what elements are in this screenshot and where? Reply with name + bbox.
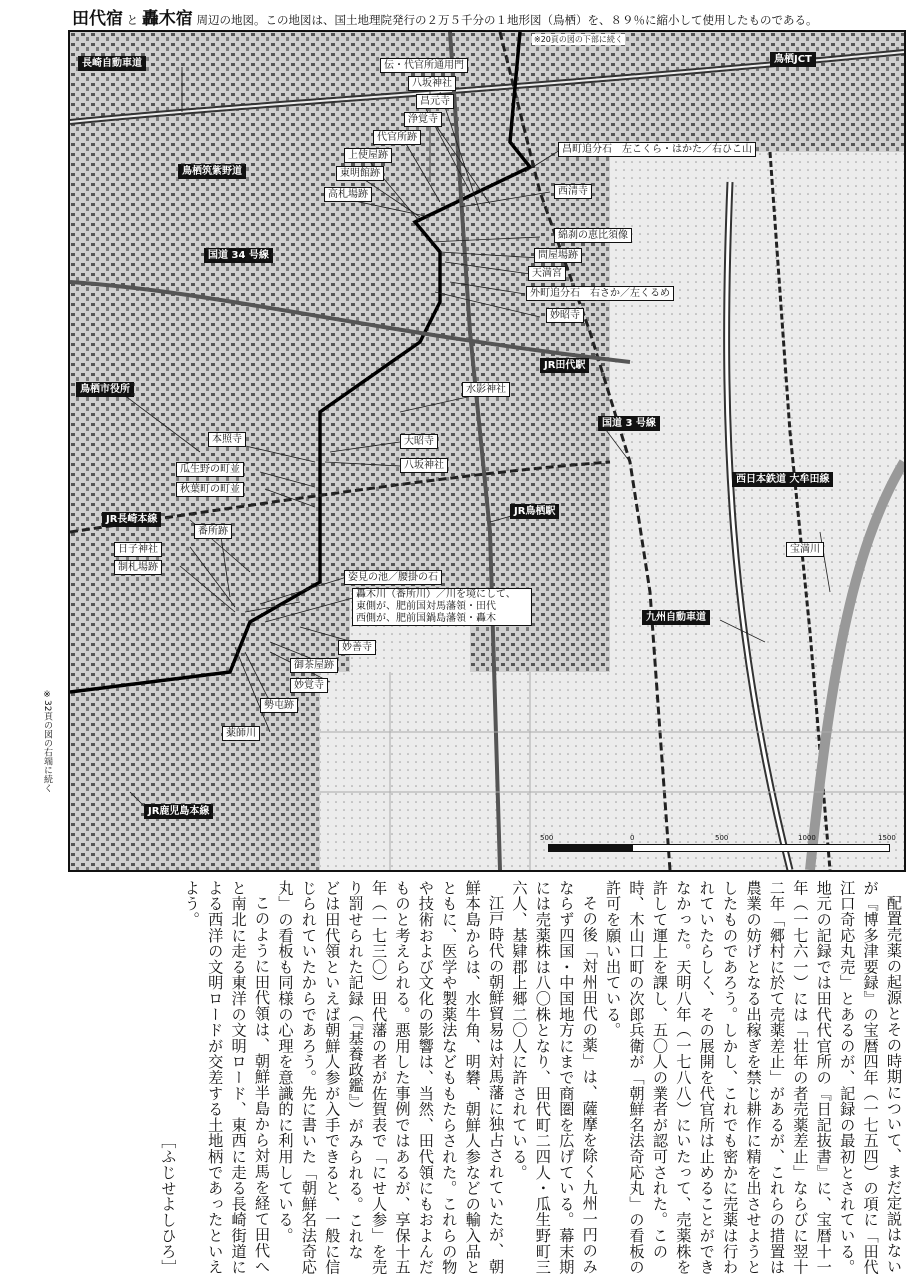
label-daikansho: 代官所跡	[373, 130, 421, 145]
label-route-3: 国道 3 号線	[598, 416, 660, 431]
label-nagasaki-expressway: 長崎自動車道	[78, 56, 146, 71]
caption-text: 周辺の地図。この地図は、国土地理院発行の２万５千分の１地形図（鳥栖）を、８９％に縮小して使用したものである。	[196, 13, 818, 27]
article-paragraph-3: 江戸時代の朝鮮貿易は対馬藩に独占されていたが、朝鮮本島からは、水牛角、明礬、朝鮮人参などの輸入品とともに、医学や製薬法などももたらされた。これらの物や技術および文化の影響は、当然、田代領にもおよんだものと考えられる。悪用した事例ではあるが、享保十五年（一七三〇）田代藩の者が佐賀表で「にせ人参」を売り罰せられた記録（『基養政鑑』）がみられる。これなどは田代領といえば朝鮮人参が入手できると、一般に信じられていたからであろう。先に書いた「朝鮮名法奇応丸」の看板も同様の心理を意識的に利用している。	[276, 880, 506, 1275]
todoroki-note-line-1: 轟木川（番所川）／川を境にして、	[356, 589, 516, 600]
map-background	[70, 32, 904, 870]
label-tosu-chikushino-road: 鳥栖筑紫野道	[178, 164, 246, 179]
label-kamichaya: 上使屋跡	[344, 148, 392, 163]
label-ochaya: 御茶屋跡	[290, 658, 338, 673]
label-yasaka-shrine-1: 八坂神社	[408, 76, 456, 91]
label-urino-townscape: 瓜生野の町並	[176, 462, 244, 477]
label-jokakuji: 浄覚寺	[404, 112, 442, 127]
label-ebisu-statue: 綿刹の恵比須像	[554, 228, 632, 243]
label-daishoji: 大昭寺	[400, 434, 438, 449]
label-homan-river: 宝満川	[786, 542, 824, 557]
label-mizukage-shrine: 水影神社	[462, 382, 510, 397]
label-hiko-shrine: 日子神社	[114, 542, 162, 557]
label-honshoji: 本照寺	[208, 432, 246, 447]
label-jr-kagoshima-line: JR鹿児島本線	[144, 804, 213, 819]
label-akiba-townscape: 秋葉町の町並	[176, 482, 244, 497]
label-tomeikan: 東明館跡	[336, 166, 384, 181]
scale-tick-0: 0	[630, 834, 635, 842]
label-shomachi-oiwake: 昌町追分石 左こくら・はかた／右ひこ山	[558, 142, 756, 157]
label-shogenji: 昌元寺	[416, 94, 454, 109]
todoroki-note-line-2: 東側が、肥前国対馬藩領・田代	[356, 601, 496, 612]
label-tenmangu: 天満宮	[528, 266, 566, 281]
todoroki-note-line-3: 西側が、肥前国鍋島藩領・轟木	[356, 613, 496, 624]
label-jr-nagasaki-line: JR長崎本線	[102, 512, 161, 527]
side-note: ※32頁の図の右端に続く	[42, 690, 52, 793]
top-note: ※20頁の図の下部に続く	[534, 35, 623, 44]
label-tosu-city-hall: 鳥栖市役所	[76, 382, 134, 397]
caption-conjunction: と	[126, 13, 139, 27]
caption-place-todoroki: 轟木宿	[141, 9, 193, 29]
label-takafuda: 高札場跡	[324, 187, 372, 202]
article-paragraph-1: 配置売薬の起源とその時期について、まだ定説はないが『博多津要録』の宝暦四年（一七五四）の項に「田代江口奇応丸売」とあるのが、記録の最初とされている。地元の記録では田代代官所の『日記抜書』に、宝暦十一年（一七六一）には「壮年の者売薬差止」ならびに翌十二年「郷村に於て売薬差止」があるが、これらの措置は農業の妨げとなる出稼ぎを禁じ耕作に精を出させようとしたものであろう。しかし、これでも密かに売薬は行われていたらしく、その展開を代官所は止めることができなかった。天明八年（一七八八）にいたって、売薬株を許して運上を課し、五〇人の業者が認可された。この時、木山口町の次郎兵衛が「朝鮮名法奇応丸」の看板の許可を願い出ている。	[604, 880, 903, 1275]
label-kyushu-expressway: 九州自動車道	[642, 610, 710, 625]
label-sugatami-pond: 姿見の池／腰掛の石	[344, 570, 442, 585]
label-nishitetsu-omuta-line: 西日本鉄道 大牟田線	[732, 472, 833, 487]
scale-tick-1000: 1000	[798, 834, 816, 842]
scale-tick-1500: 1500	[878, 834, 896, 842]
label-sotomachi-oiwake: 外町追分石 右さか／左くるめ	[526, 286, 674, 301]
label-saishoji: 西清寺	[554, 184, 592, 199]
topographic-map	[68, 30, 906, 872]
article-paragraph-2: その後「対州田代の薬」は、薩摩を除く九州一円のみならず四国・中国地方にまで商圏を広げている。幕末期には売薬株は八〇株となり、田代町二四人・瓜生野町三六人、基肄郡上郷二〇人に許されている。	[510, 880, 599, 1275]
label-jr-tashiro-station: JR田代駅	[540, 358, 589, 373]
scale-bar-fill	[548, 844, 633, 852]
article-paragraph-4: このように田代領は、朝鮮半島から対馬を経て田代へと南北に走る東洋の文明ロード、東西に走る長崎街道による西洋の文明ロードが交差する土地柄であったといえよう。	[182, 880, 272, 1275]
label-route-34: 国道 34 号線	[204, 248, 273, 263]
label-bansho: 番所跡	[194, 524, 232, 539]
label-myozenji: 妙善寺	[338, 640, 376, 655]
scale-tick-500b: 500	[715, 834, 729, 842]
scale-tick-500a: 500	[540, 834, 554, 842]
label-den-daikansho-gate: 伝・代官所通用門	[380, 58, 468, 73]
article-body	[55, 880, 905, 1275]
label-seiya: 勢屯跡	[260, 698, 298, 713]
label-tosu-jct: 鳥栖JCT	[770, 52, 816, 67]
label-todoroki-river-note	[352, 588, 532, 626]
label-toiyaba: 問屋場跡	[534, 248, 582, 263]
map-caption	[72, 4, 912, 28]
label-yakushi-river: 薬師川	[222, 726, 260, 741]
label-seisatsuba: 制札場跡	[114, 560, 162, 575]
label-jr-tosu-station: JR鳥栖駅	[510, 504, 559, 519]
label-myokakuji: 妙覚寺	[290, 678, 328, 693]
label-myoshoji: 妙昭寺	[546, 308, 584, 323]
label-yasaka-shrine-2: 八坂神社	[400, 458, 448, 473]
author-signature: ［ふじせよしひろ］	[159, 1132, 178, 1275]
caption-place-tashiro: 田代宿	[72, 9, 123, 29]
